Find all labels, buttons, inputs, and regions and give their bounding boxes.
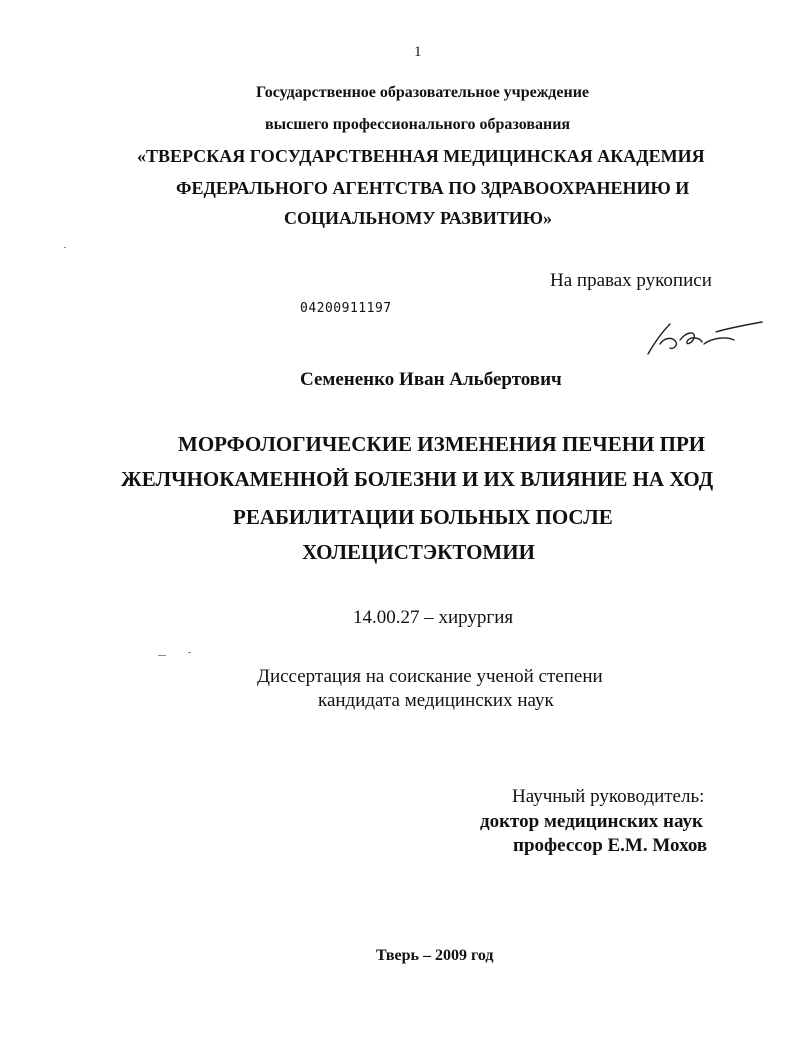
institution-line-2: высшего профессионального образования: [265, 116, 571, 133]
institution-line-5: СОЦИАЛЬНОМУ РАЗВИТИЮ»: [284, 208, 553, 228]
title-line-2: ЖЕЛЧНОКАМЕННОЙ БОЛЕЗНИ И ИХ ВЛИЯНИЕ НА ХОД: [121, 467, 714, 491]
title-line-4: ХОЛЕЦИСТЭКТОМИИ: [302, 540, 535, 564]
institution-line-1: Государственное образовательное учреждение: [256, 84, 590, 101]
scan-speck: [64, 247, 66, 248]
scan-speck: [158, 655, 166, 656]
specialty: 14.00.27 – хирургия: [353, 607, 514, 628]
title-line-1: МОРФОЛОГИЧЕСКИЕ ИЗМЕНЕНИЯ ПЕЧЕНИ ПРИ: [178, 432, 706, 456]
institution-line-3: «ТВЕРСКАЯ ГОСУДАРСТВЕННАЯ МЕДИЦИНСКАЯ АКАДЕМИЯ: [137, 146, 705, 166]
institution-line-4: ФЕДЕРАЛЬНОГО АГЕНТСТВА ПО ЗДРАВООХРАНЕНИЮ И: [176, 178, 690, 198]
stamp-number: 04200911197: [300, 301, 392, 316]
supervisor-name: профессор Е.М. Мохов: [513, 835, 708, 856]
title-line-3: РЕАБИЛИТАЦИИ БОЛЬНЫХ ПОСЛЕ: [233, 505, 613, 529]
scan-speck: [188, 652, 191, 653]
signature-icon: [642, 318, 766, 360]
dissertation-line-1: Диссертация на соискание ученой степени: [257, 666, 603, 687]
supervisor-label: Научный руководитель:: [512, 786, 705, 807]
author-name: Семененко Иван Альбертович: [300, 369, 562, 390]
manuscript-rights: На правах рукописи: [550, 270, 712, 291]
dissertation-line-2: кандидата медицинских наук: [318, 690, 554, 711]
page-number: 1: [414, 44, 422, 60]
supervisor-degree: доктор медицинских наук: [480, 811, 703, 832]
city-year: Тверь – 2009 год: [376, 947, 494, 964]
